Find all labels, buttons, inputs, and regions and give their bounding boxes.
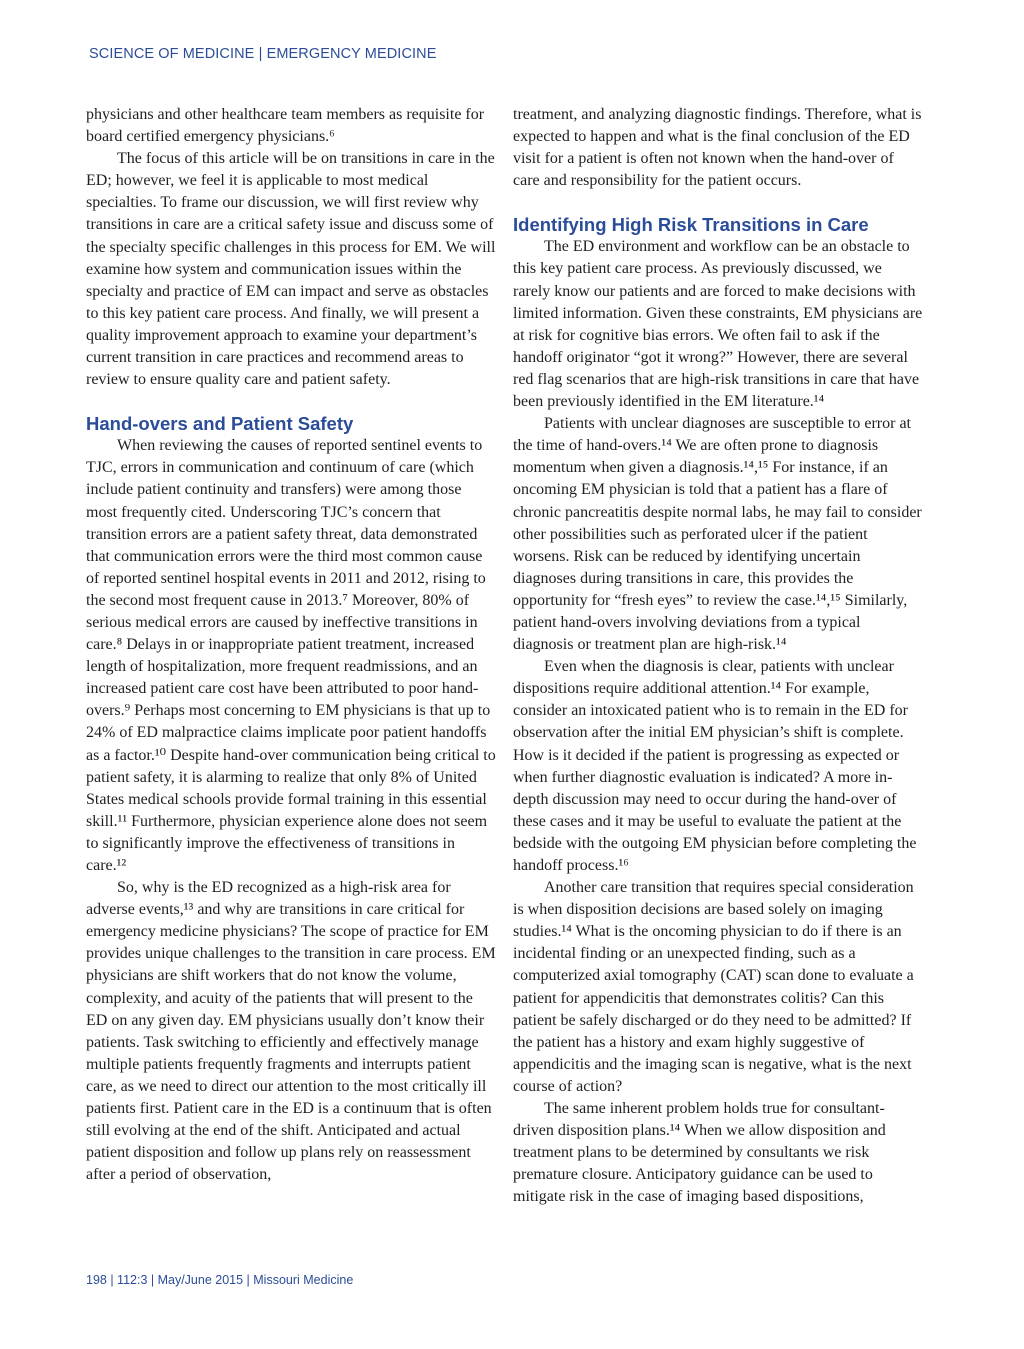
- running-header: SCIENCE OF MEDICINE | EMERGENCY MEDICINE: [89, 46, 437, 62]
- paragraph: Another care transition that requires special consideration is when disposition decisions are based solely on imaging studies.¹⁴ What is the oncoming physician to do if there is an incidental finding or an unexpected finding, such as a computerized axial tomography (CAT) scan done to evaluate a patient for appendicitis that demonstrates colitis? Can this patient be safely discharged or do they need to be admitted? If the patient has a history and exam highly suggestive of appendicitis and the imaging scan is negative, what is the next course of action?: [513, 879, 914, 1095]
- page-footer: 198 | 112:3 | May/June 2015 | Missouri Medicine: [86, 1273, 354, 1287]
- paragraph: treatment, and analyzing diagnostic findings. Therefore, what is expected to happen and what is the final conclusion of the ED visit for a patient is often not known when the hand-over of care and responsibility for the patient occurs.: [513, 106, 922, 190]
- paragraph: The ED environment and workflow can be an obstacle to this key patient care process. As previously discussed, we rarely know our patients and are forced to make decisions with limited information. Given these constraints, EM physicians are at risk for cognitive bias errors. We often fail to ask if the handoff originator “got it wrong?” However, there are several red flag scenarios that are high-risk transitions in care that have been previously identified in the EM literature.¹⁴: [513, 238, 923, 411]
- paragraph: physicians and other healthcare team members as requisite for board certified emergency physicians.⁶: [86, 106, 485, 146]
- paragraph: Even when the diagnosis is clear, patients with unclear dispositions require additional attention.¹⁴ For example, consider an intoxicated patient who is to remain in the ED for observation after the initial EM physician’s shift is complete. How is it decided if the patient is progressing as expected or when further diagnostic evaluation is indicated? A more in-depth discussion may need to occur during the hand-over of these cases and it may be useful to evaluate the patient at the bedside with the outgoing EM physician before completing the handoff process.¹⁶: [513, 658, 917, 874]
- paragraph: So, why is the ED recognized as a high-risk area for adverse events,¹³ and why are transitions in care critical for emergency medicine physicians? The scope of practice for EM provides unique challenges to the transition in care process. EM physicians are shift workers that do not know the volume, complexity, and acuity of the patients that will present to the ED on any given day. EM physicians usually don’t know their patients. Task switching to efficiently and effectively manage multiple patients frequently fragments and interrupts patient care, as we need to direct our attention to the most critically ill patients first. Patient care in the ED is a continuum that is often still evolving at the end of the shift. Anticipated and actual patient disposition and follow up plans rely on reassessment after a period of observation,: [86, 879, 496, 1184]
- paragraph: The same inherent problem holds true for consultant-driven disposition plans.¹⁴ When we allow disposition and treatment plans to be determined by consultants we risk premature closure. Anticipatory guidance can be used to mitigate risk in the case of imaging based dispositions,: [513, 1100, 886, 1206]
- paragraph: The focus of this article will be on transitions in care in the ED; however, we feel it is applicable to most medical specialties. To frame our discussion, we will first review why transitions in care are a critical safety issue and discuss some of the specialty specific challenges in this process for EM. We will examine how system and communication issues within the specialty and practice of EM can impact and serve as obstacles to this key patient care process. And finally, we will present a quality improvement approach to examine your department’s current transition in care practices and recommend areas to review to ensure quality care and patient safety.: [86, 150, 496, 389]
- paragraph: Patients with unclear diagnoses are susceptible to error at the time of hand-overs.¹⁴ We are often prone to diagnosis momentum when given a diagnosis.¹⁴,¹⁵ For instance, if an oncoming EM physician is told that a patient has a flare of chronic pancreatitis despite normal labs, he may fail to consider other possibilities such as perforated ulcer if the patient worsens. Risk can be reduced by identifying uncertain diagnoses during transitions in care, this provides the opportunity for “fresh eyes” to review the case.¹⁴,¹⁵ Similarly, patient hand-overs involving deviations from a typical diagnosis or treatment plan are high-risk.¹⁴: [513, 415, 922, 654]
- section-heading: Hand-overs and Patient Safety: [86, 413, 354, 435]
- paragraph: When reviewing the causes of reported sentinel events to TJC, errors in communication and continuum of care (which include patient continuity and transfers) were among those most frequently cited. Underscoring TJC’s concern that transition errors are a patient safety threat, data demonstrated that communication errors were the third most common cause of reported sentinel hospital events in 2011 and 2012, rising to the second most frequent cause in 2013.⁷ Moreover, 80% of serious medical errors are caused by ineffective transitions in care.⁸ Delays in or inappropriate patient treatment, increased length of hospitalization, more frequent readmissions, and an increased patient care cost have been attributed to poor hand-overs.⁹ Perhaps most concerning to EM physicians is that up to 24% of ED malpractice claims implicate poor patient handoffs as a factor.¹⁰ Despite hand-over communication being critical to patient safety, it is alarming to realize that only 8% of United States medical schools provide formal training in this essential skill.¹¹ Furthermore, physician experience alone does not seem to significantly improve the effectiveness of transitions in care.¹²: [86, 437, 496, 874]
- left-column: [86, 104, 496, 1186]
- right-column: [513, 104, 923, 1209]
- section-heading: Identifying High Risk Transitions in Care: [513, 214, 869, 236]
